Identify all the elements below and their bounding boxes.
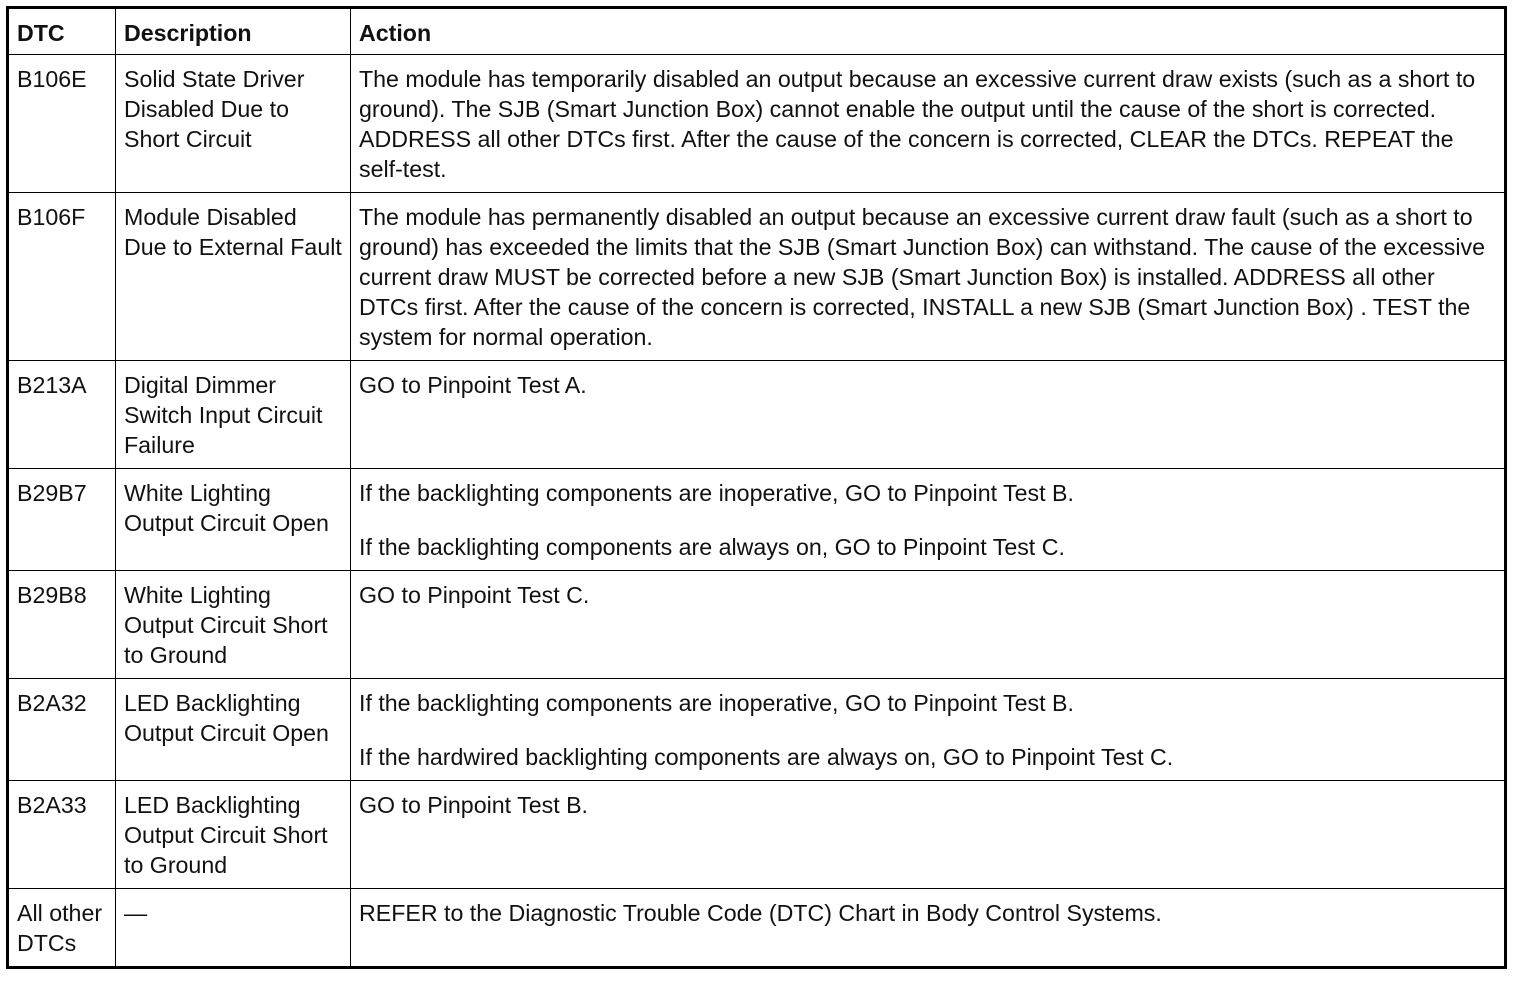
- dtc-code: All other DTCs: [8, 889, 116, 968]
- dtc-action: [351, 193, 1506, 361]
- table-row: [8, 571, 1506, 679]
- header-description: Description: [116, 8, 351, 55]
- dtc-description: LED Backlighting Output Circuit Open: [116, 679, 351, 781]
- action-text: If the hardwired backlighting components are always on, GO to Pinpoint Test C.: [359, 744, 1174, 770]
- dtc-code: B213A: [8, 361, 116, 469]
- dtc-code: B29B8: [8, 571, 116, 679]
- table-row: [8, 469, 1506, 571]
- table-row: [8, 781, 1506, 889]
- action-text: GO to Pinpoint Test C.: [359, 582, 590, 608]
- table-row: [8, 889, 1506, 968]
- action-text: If the backlighting components are always on, GO to Pinpoint Test C.: [359, 534, 1065, 560]
- dtc-code: B106E: [8, 55, 116, 193]
- action-text: If the backlighting components are inoperative, GO to Pinpoint Test B.: [359, 690, 1074, 716]
- dtc-action: [351, 571, 1506, 679]
- action-text: GO to Pinpoint Test B.: [359, 792, 588, 818]
- table-row: [8, 193, 1506, 361]
- dtc-code: B2A33: [8, 781, 116, 889]
- dtc-code: B29B7: [8, 469, 116, 571]
- dtc-action: [351, 361, 1506, 469]
- action-text: The module has permanently disabled an output because an excessive current draw fault (such as a short to ground) has exceeded the limits that the SJB (Smart Junction Box) can withstand. The cause of the excessive current draw MUST be corrected before a new SJB (Smart Junction Box) is installed. ADDRESS all other DTCs first. After the cause of the concern is corrected, INSTALL a new SJB (Smart Junction Box) . TEST the system for normal operation.: [359, 204, 1486, 350]
- table-row: [8, 679, 1506, 781]
- dtc-action: [351, 781, 1506, 889]
- header-action: Action: [351, 8, 1506, 55]
- dtc-description: Solid State Driver Disabled Due to Short Circuit: [116, 55, 351, 193]
- dtc-action: [351, 889, 1506, 968]
- dtc-action: [351, 469, 1506, 571]
- action-text: If the backlighting components are inoperative, GO to Pinpoint Test B.: [359, 480, 1074, 506]
- dtc-description: —: [116, 889, 351, 968]
- action-text: The module has temporarily disabled an output because an excessive current draw exists (such as a short to ground). The SJB (Smart Junction Box) cannot enable the output until the cause of the short is corrected. ADDRESS all other DTCs first. After the cause of the concern is corrected, CLEAR the DTCs. REPEAT the self-test.: [359, 66, 1476, 182]
- header-row: [8, 8, 1506, 55]
- action-text: REFER to the Diagnostic Trouble Code (DTC) Chart in Body Control Systems.: [359, 900, 1162, 926]
- table-body: [8, 55, 1506, 968]
- dtc-description: White Lighting Output Circuit Open: [116, 469, 351, 571]
- table-header: [8, 8, 1506, 55]
- table-row: [8, 55, 1506, 193]
- dtc-description: White Lighting Output Circuit Short to Ground: [116, 571, 351, 679]
- header-dtc: DTC: [8, 8, 116, 55]
- action-text: GO to Pinpoint Test A.: [359, 372, 587, 398]
- dtc-code: B2A32: [8, 679, 116, 781]
- dtc-code: B106F: [8, 193, 116, 361]
- dtc-description: Digital Dimmer Switch Input Circuit Failure: [116, 361, 351, 469]
- table-row: [8, 361, 1506, 469]
- dtc-description: LED Backlighting Output Circuit Short to Ground: [116, 781, 351, 889]
- dtc-action: [351, 679, 1506, 781]
- dtc-action: [351, 55, 1506, 193]
- dtc-description: Module Disabled Due to External Fault: [116, 193, 351, 361]
- dtc-table: [6, 6, 1507, 969]
